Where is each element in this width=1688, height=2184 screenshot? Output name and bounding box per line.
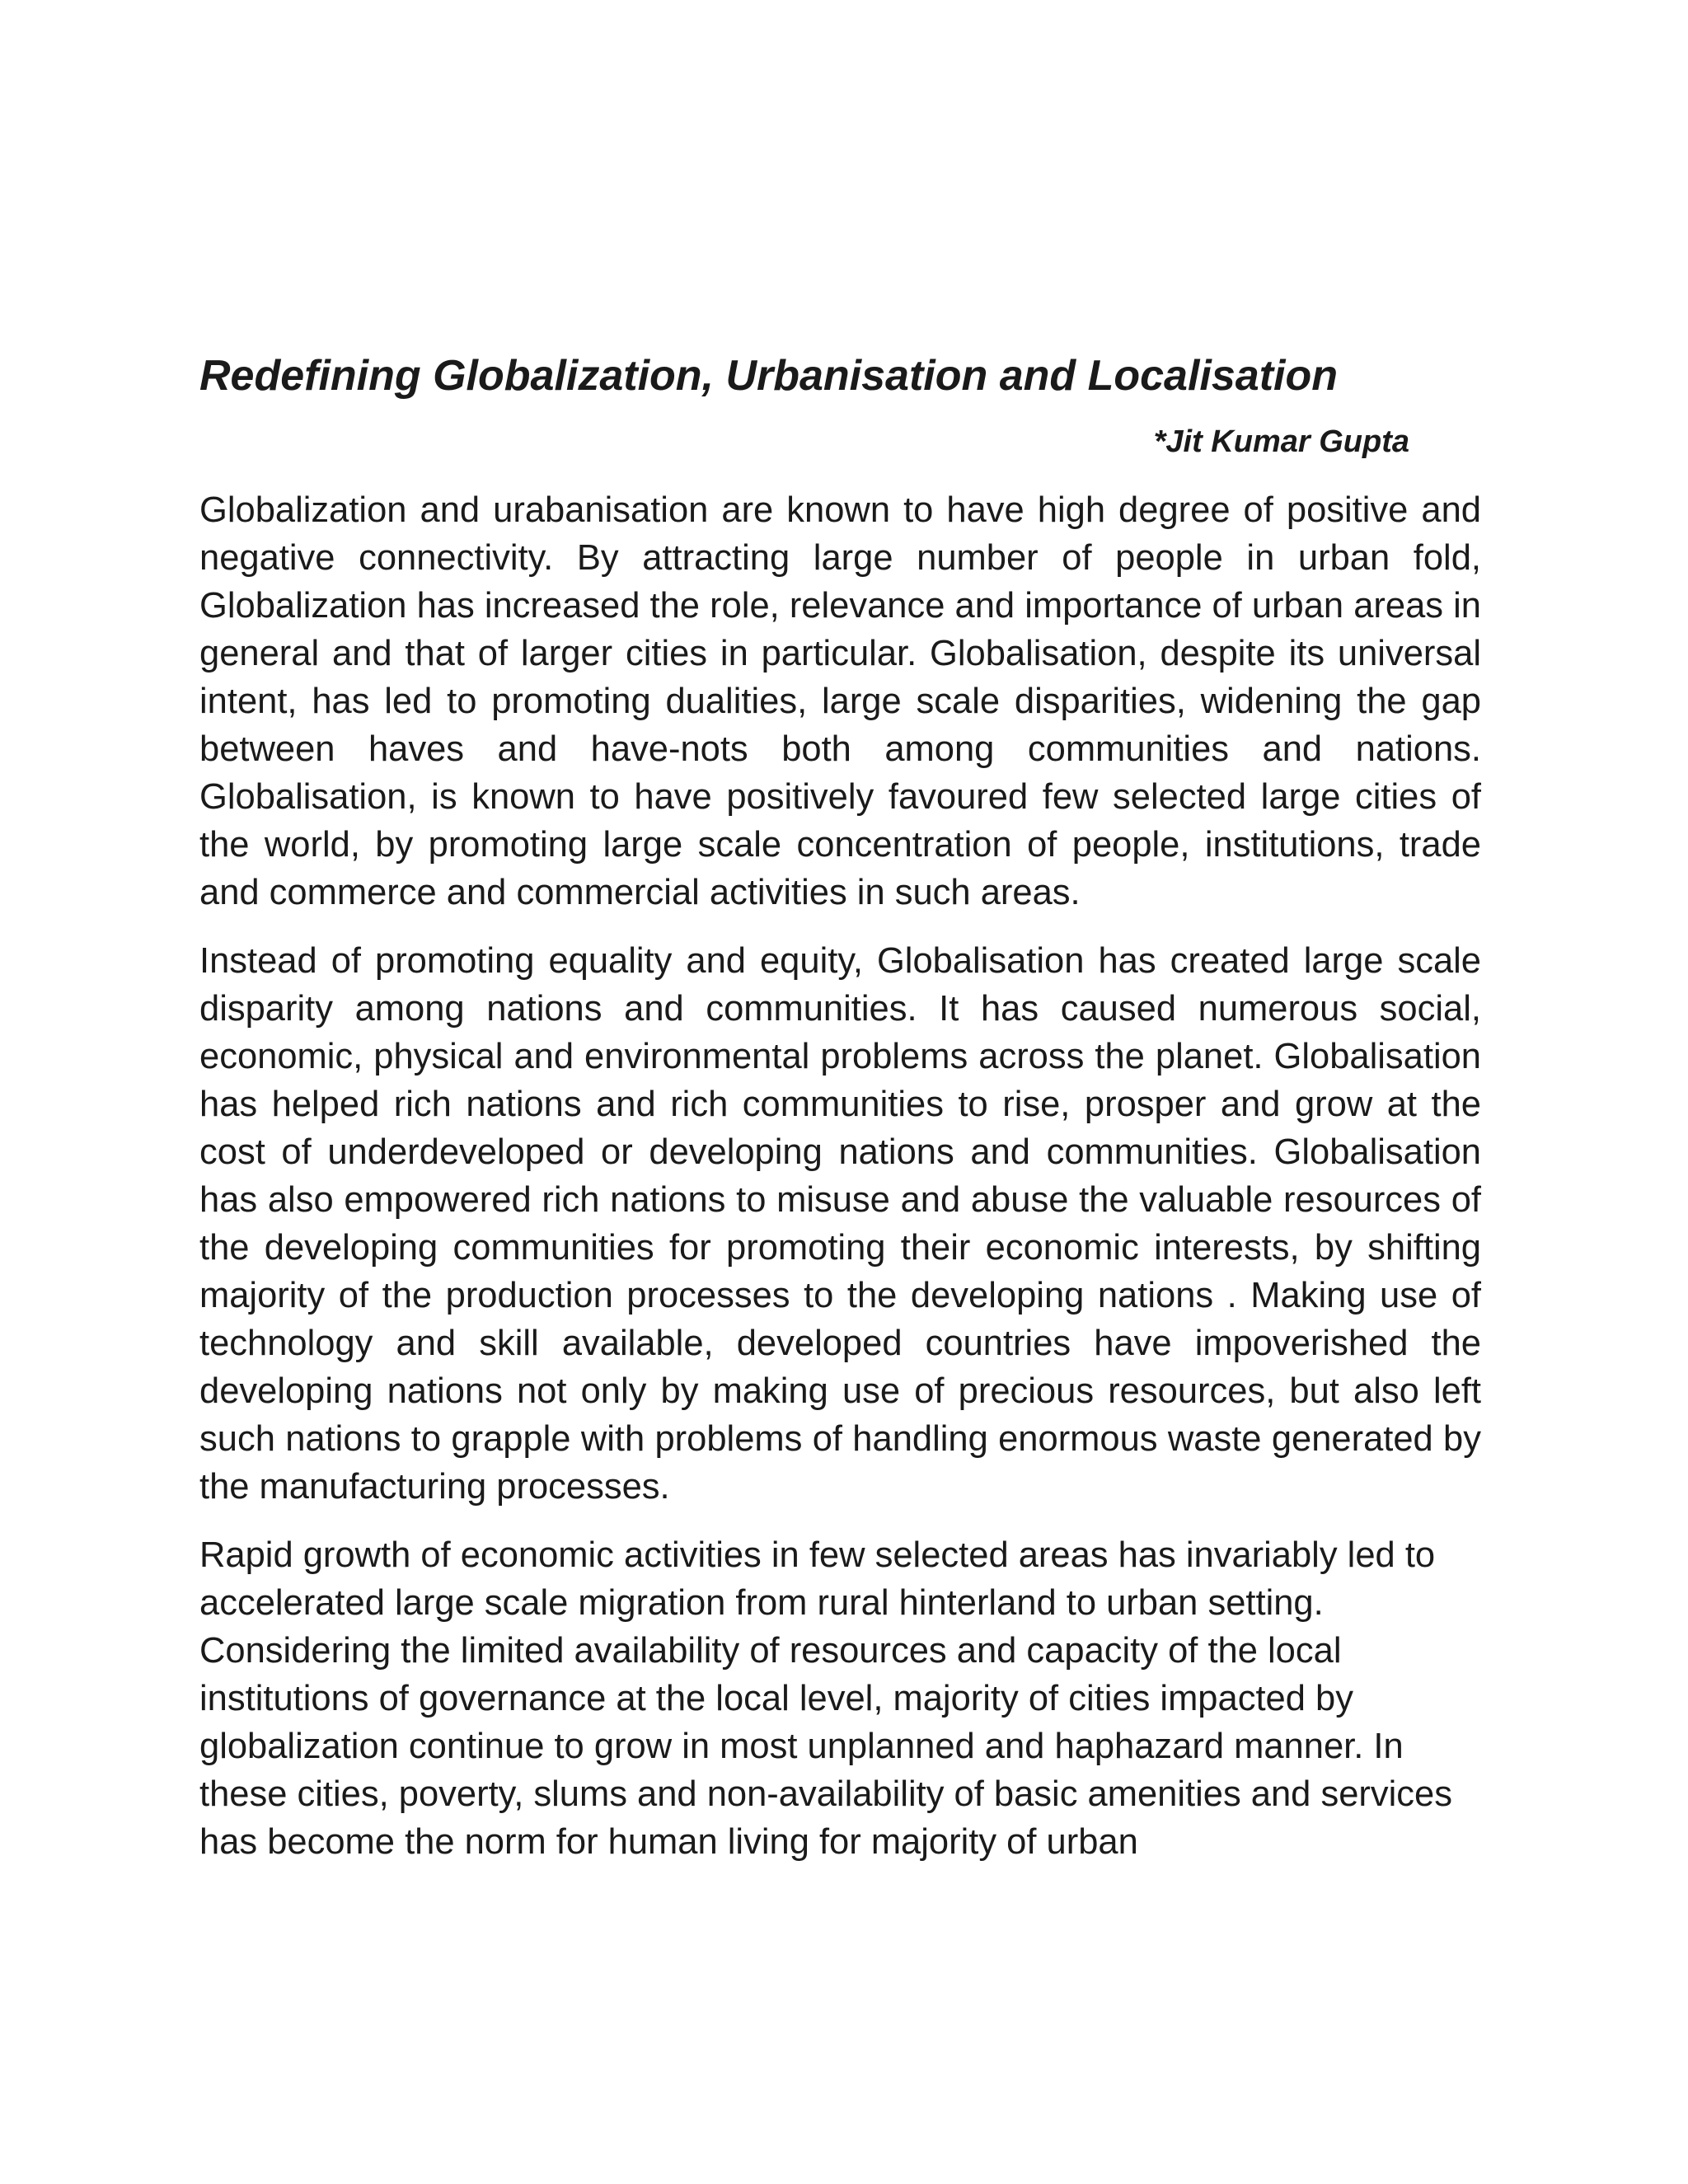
author-byline: *Jit Kumar Gupta [1153, 424, 1409, 459]
paragraph-3: Rapid growth of economic activities in few selected areas has invariably led to accelerated large scale migration from rural hinterland to urban setting. Considering the limited availability of resources and capacity of the local institutions of governance at the local level, majority of cities impacted by globalization continue to grow in most unplanned and haphazard manner. In these cities, poverty, slums and non-availability of basic amenities and services has become the norm for human living for majority of urban [199, 1535, 1452, 1862]
document-title: Redefining Globalization, Urbanisation and Localisation [199, 352, 1338, 400]
paragraph-2: Instead of promoting equality and equity, Globalisation has created large scale disparity among nations and communities. It has caused numerous social, economic, physical and environmental problems across the planet. Globalisation has helped rich nations and rich communities to rise, prosper and grow at the cost of underdeveloped or developing nations and communities. Globalisation has also empowered rich nations to misuse and abuse the valuable resources of the developing communities for promoting their economic interests, by shifting majority of the production processes to the developing nations . Making use of technology and skill available, developed countries have impoverished the developing nations not only by making use of precious resources, but also left such nations to grapple with problems of handling enormous waste generated by the manufacturing processes. [199, 941, 1481, 1507]
article-body [199, 486, 1481, 1886]
paragraph-1: Globalization and urabanisation are known to have high degree of positive and negative connectivity. By attracting large number of people in urban fold, Globalization has increased the role, relevance and importance of urban areas in general and that of larger cities in particular. Globalisation, despite its universal intent, has led to promoting dualities, large scale disparities, widening the gap between haves and have-nots both among communities and nations. Globalisation, is known to have positively favoured few selected large cities of the world, by promoting large scale concentration of people, institutions, trade and commerce and commercial activities in such areas. [199, 490, 1481, 912]
